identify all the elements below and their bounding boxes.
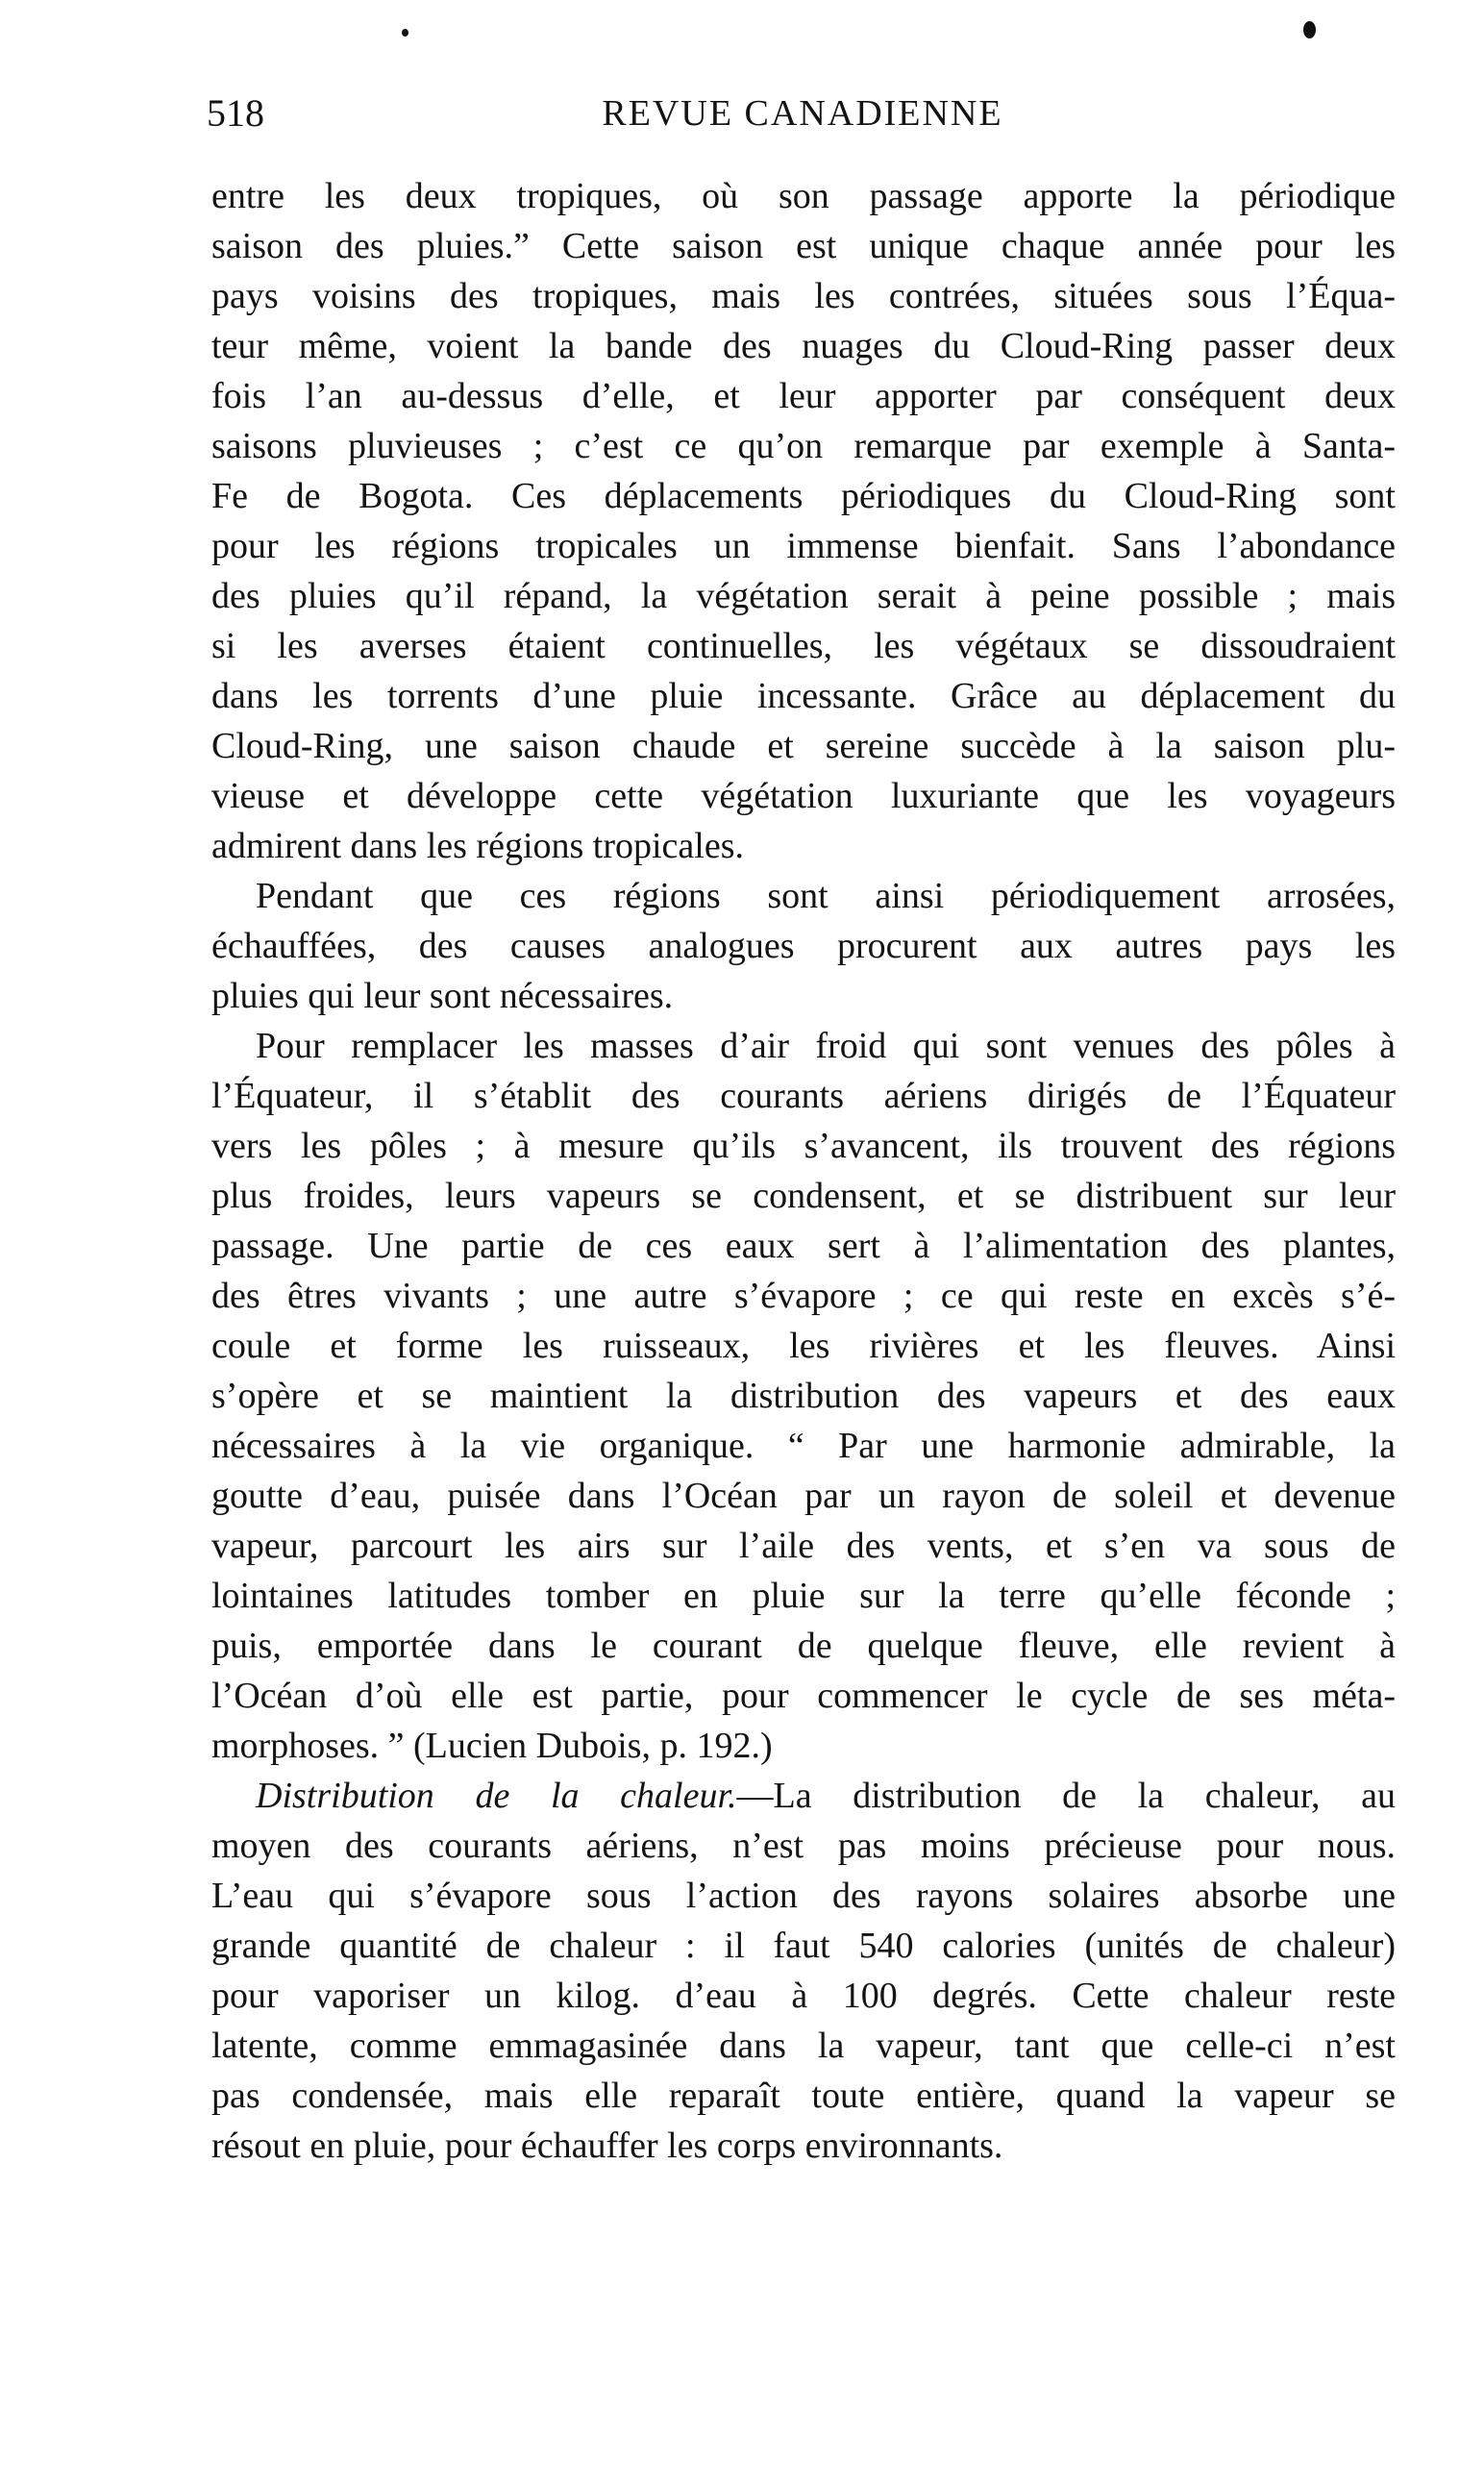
paragraph [211,871,1396,1021]
text-line: pour les régions tropicales un immense bienfait. Sans l’abondance [211,526,1396,566]
text-line: teur même, voient la bande des nuages du Cloud-Ring passer deux [211,326,1396,366]
text-line: plus froides, leurs vapeurs se condensent, et se distribuent sur leur [211,1176,1396,1216]
paragraph [211,1771,1396,2171]
text-line: nécessaires à la vie organique. “ Par une harmonie admirable, la [211,1426,1396,1466]
paragraph [211,171,1396,871]
text-line: latente, comme emmagasinée dans la vapeur, tant que celle-ci n’est [211,2026,1396,2066]
ink-speck [402,29,408,37]
text-line: fois l’an au-dessus d’elle, et leur apporter par conséquent deux [211,376,1396,416]
text-line [211,1771,1396,1821]
text-line: l’Océan d’où elle est partie, pour commencer le cycle de ses méta- [211,1676,1396,1716]
text-line: Cloud-Ring, une saison chaude et sereine succède à la saison plu- [211,726,1396,766]
text-line: saisons pluvieuses ; c’est ce qu’on remarque par exemple à Santa- [211,426,1396,466]
text-line: coule et forme les ruisseaux, les rivières et les fleuves. Ainsi [211,1326,1396,1366]
text-line: s’opère et se maintient la distribution des vapeurs et des eaux [211,1376,1396,1416]
text-line: Fe de Bogota. Ces déplacements périodiques du Cloud-Ring sont [211,476,1396,516]
page-header [207,85,1398,142]
text-line: moyen des courants aériens, n’est pas moins précieuse pour nous. [211,1826,1396,1866]
text-line: puis, emportée dans le courant de quelque fleuve, elle revient à [211,1626,1396,1666]
text-line: vapeur, parcourt les airs sur l’aile des vents, et s’en va sous de [211,1526,1396,1566]
text-line: lointaines latitudes tomber en pluie sur la terre qu’elle féconde ; [211,1576,1396,1616]
text-line: L’eau qui s’évapore sous l’action des rayons solaires absorbe une [211,1876,1396,1916]
text-line: morphoses. ” (Lucien Dubois, p. 192.) [211,1726,773,1766]
running-head: REVUE CANADIENNE [602,93,1003,134]
body-text [211,171,1396,2171]
text-line: l’Équateur, il s’établit des courants aériens dirigés de l’Équateur [211,1076,1396,1116]
paragraph [211,1021,1396,1771]
text-line: échauffées, des causes analogues procurent aux autres pays les [211,926,1396,966]
text-line: des êtres vivants ; une autre s’évapore ; ce qui reste en excès s’é- [211,1276,1396,1316]
text-line: si les averses étaient continuelles, les végétaux se dissoudraient [211,626,1396,666]
text-line: saison des pluies.” Cette saison est unique chaque année pour les [211,226,1396,266]
text-line: admirent dans les régions tropicales. [211,826,745,866]
text-line: des pluies qu’il répand, la végétation serait à peine possible ; mais [211,576,1396,616]
text-line: entre les deux tropiques, où son passage apporte la périodique [211,176,1396,216]
text-line: goutte d’eau, puisée dans l’Océan par un rayon de soleil et devenue [211,1476,1396,1516]
page-number: 518 [207,91,264,135]
text-line: passage. Une partie de ces eaux sert à l’alimentation des plantes, [211,1226,1396,1266]
text-run: —La distribution de la chaleur, au [736,1776,1396,1816]
text-line: résout en pluie, pour échauffer les corps environnants. [211,2126,1003,2166]
text-line: dans les torrents d’une pluie incessante. Grâce au déplacement du [211,676,1396,716]
text-line: pour vaporiser un kilog. d’eau à 100 degrés. Cette chaleur reste [211,1976,1396,2016]
ink-speck [1303,21,1316,38]
section-heading-italic: Distribution de la chaleur. [256,1776,737,1816]
text-line: Pour remplacer les masses d’air froid qui sont venues des pôles à [256,1026,1396,1066]
text-line: grande quantité de chaleur : il faut 540 calories (unités de chaleur) [211,1926,1396,1966]
text-line: pluies qui leur sont nécessaires. [211,976,674,1016]
text-line: pays voisins des tropiques, mais les contrées, situées sous l’Équa- [211,276,1396,316]
text-line: Pendant que ces régions sont ainsi périodiquement arrosées, [256,876,1396,916]
text-line: pas condensée, mais elle reparaît toute entière, quand la vapeur se [211,2076,1396,2116]
text-line: vers les pôles ; à mesure qu’ils s’avancent, ils trouvent des régions [211,1126,1396,1166]
text-line: vieuse et développe cette végétation luxuriante que les voyageurs [211,776,1396,816]
